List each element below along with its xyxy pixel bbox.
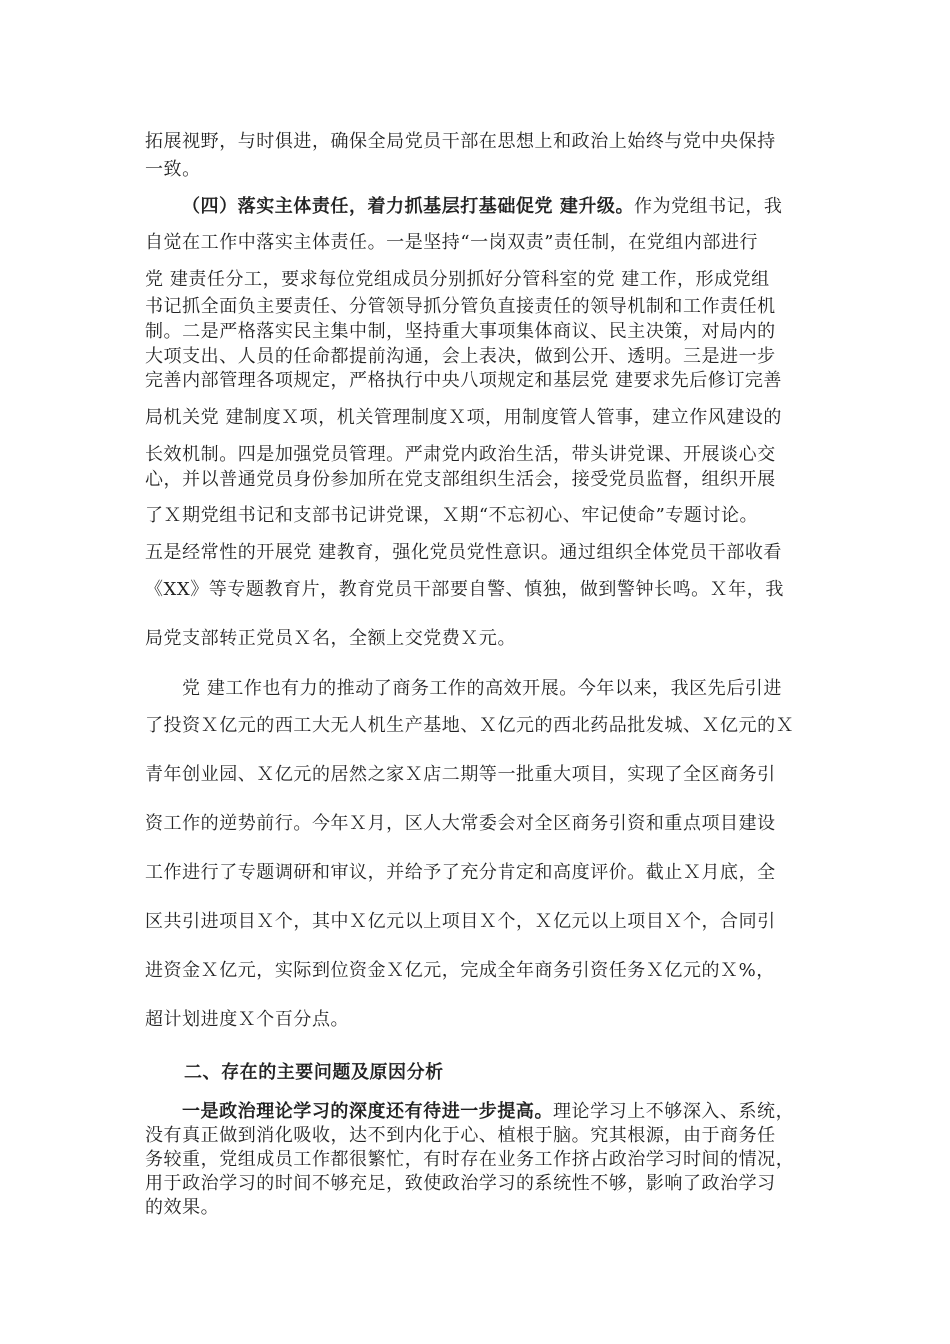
paragraph-line: 的效果。 bbox=[145, 1197, 220, 1218]
paragraph-line: 书记抓全面负主要责任、分管领导抓分管负直接责任的领导机制和工作责任机 bbox=[145, 296, 776, 317]
paragraph-line: 没有真正做到消化吸收，达不到内化于心、植根于脑。究其根源，由于商务任 bbox=[145, 1125, 776, 1146]
paragraph-line: 大项支出、人员的任命都提前沟通，会上表决，做到公开、透明。三是进一步 bbox=[145, 346, 776, 367]
paragraph-line: 局党支部转正党员Ｘ名，全额上交党费Ｘ元。 bbox=[145, 628, 516, 649]
section4-heading: （四）落实主体责任，着力抓基层打基础促党 建升级。 bbox=[182, 196, 635, 217]
paragraph-line: 《XX》等专题教育片，教育党员干部要自警、慎独，做到警钟长鸣。Ｘ年，我 bbox=[145, 579, 784, 600]
paragraph-line: 进资金Ｘ亿元，实际到位资金Ｘ亿元，完成全年商务引资任务Ｘ亿元的Ｘ%， bbox=[145, 960, 775, 981]
paragraph-line: 区共引进项目Ｘ个，其中Ｘ亿元以上项目Ｘ个，Ｘ亿元以上项目Ｘ个，合同引 bbox=[145, 911, 776, 932]
paragraph-line: 工作进行了专题调研和审议，并给予了充分肯定和高度评价。截止Ｘ月底，全 bbox=[145, 862, 776, 883]
paragraph-line: 长效机制。四是加强党员管理。严肃党内政治生活，带头讲党课、开展谈心交 bbox=[145, 444, 776, 465]
section2-p1-line1-rest: 理论学习上不够深入、系统， bbox=[553, 1101, 795, 1122]
section2-p1-bold: 一是政治理论学习的深度还有待进一步提高。 bbox=[182, 1101, 553, 1122]
paragraph-line: 制。二是严格落实民主集中制，坚持重大事项集体商议、民主决策，对局内的 bbox=[145, 321, 776, 342]
paragraph-line: 青年创业园、Ｘ亿元的居然之家Ｘ店二期等一批重大项目，实现了全区商务引 bbox=[145, 764, 776, 785]
paragraph-line: 党 建责任分工，要求每位党组成员分别抓好分管科室的党 建工作，形成党组 bbox=[145, 269, 770, 290]
paragraph-line: 超计划进度Ｘ个百分点。 bbox=[145, 1009, 350, 1030]
paragraph-line: 五是经常性的开展党 建教育，强化党员党性意识。通过组织全体党员干部收看 bbox=[145, 542, 782, 563]
paragraph-line: 党 建工作也有力的推动了商务工作的高效开展。今年以来，我区先后引进 bbox=[182, 678, 782, 699]
section4-first-line bbox=[182, 192, 782, 218]
section4-line1-rest: 作为党组书记，我 bbox=[634, 196, 783, 217]
paragraph-line: 局机关党 建制度Ｘ项，机关管理制度Ｘ项，用制度管人管事，建立作风建设的 bbox=[145, 407, 782, 428]
paragraph-line: 了Ｘ期党组书记和支部书记讲党课，Ｘ期“不忘初心、牢记使命”专题讨论。 bbox=[145, 505, 759, 526]
paragraph-line: 务较重，党组成员工作都很繁忙，有时存在业务工作挤占政治学习时间的情况， bbox=[145, 1149, 795, 1170]
section2-p1-first-line bbox=[182, 1097, 794, 1123]
paragraph-line: 一致。 bbox=[145, 159, 201, 180]
paragraph-line: 资工作的逆势前行。今年Ｘ月，区人大常委会对全区商务引资和重点项目建设 bbox=[145, 813, 776, 834]
paragraph-line: 自觉在工作中落实主体责任。一是坚持“一岗双责”责任制，在党组内部进行 bbox=[145, 232, 759, 253]
paragraph-line: 完善内部管理各项规定，严格执行中央八项规定和基层党 建要求先后修订完善 bbox=[145, 370, 782, 391]
paragraph-line: 了投资Ｘ亿元的西工大无人机生产基地、Ｘ亿元的西北药品批发城、Ｘ亿元的Ｘ bbox=[145, 715, 795, 736]
paragraph-line: 心，并以普通党员身份参加所在党支部组织生活会，接受党员监督，组织开展 bbox=[145, 469, 776, 490]
section2-heading: 二、存在的主要问题及原因分析 bbox=[184, 1062, 444, 1083]
paragraph-line: 用于政治学习的时间不够充足，致使政治学习的系统性不够，影响了政治学习 bbox=[145, 1173, 776, 1194]
paragraph-line: 拓展视野，与时俱进，确保全局党员干部在思想上和政治上始终与党中央保持 bbox=[145, 131, 776, 152]
